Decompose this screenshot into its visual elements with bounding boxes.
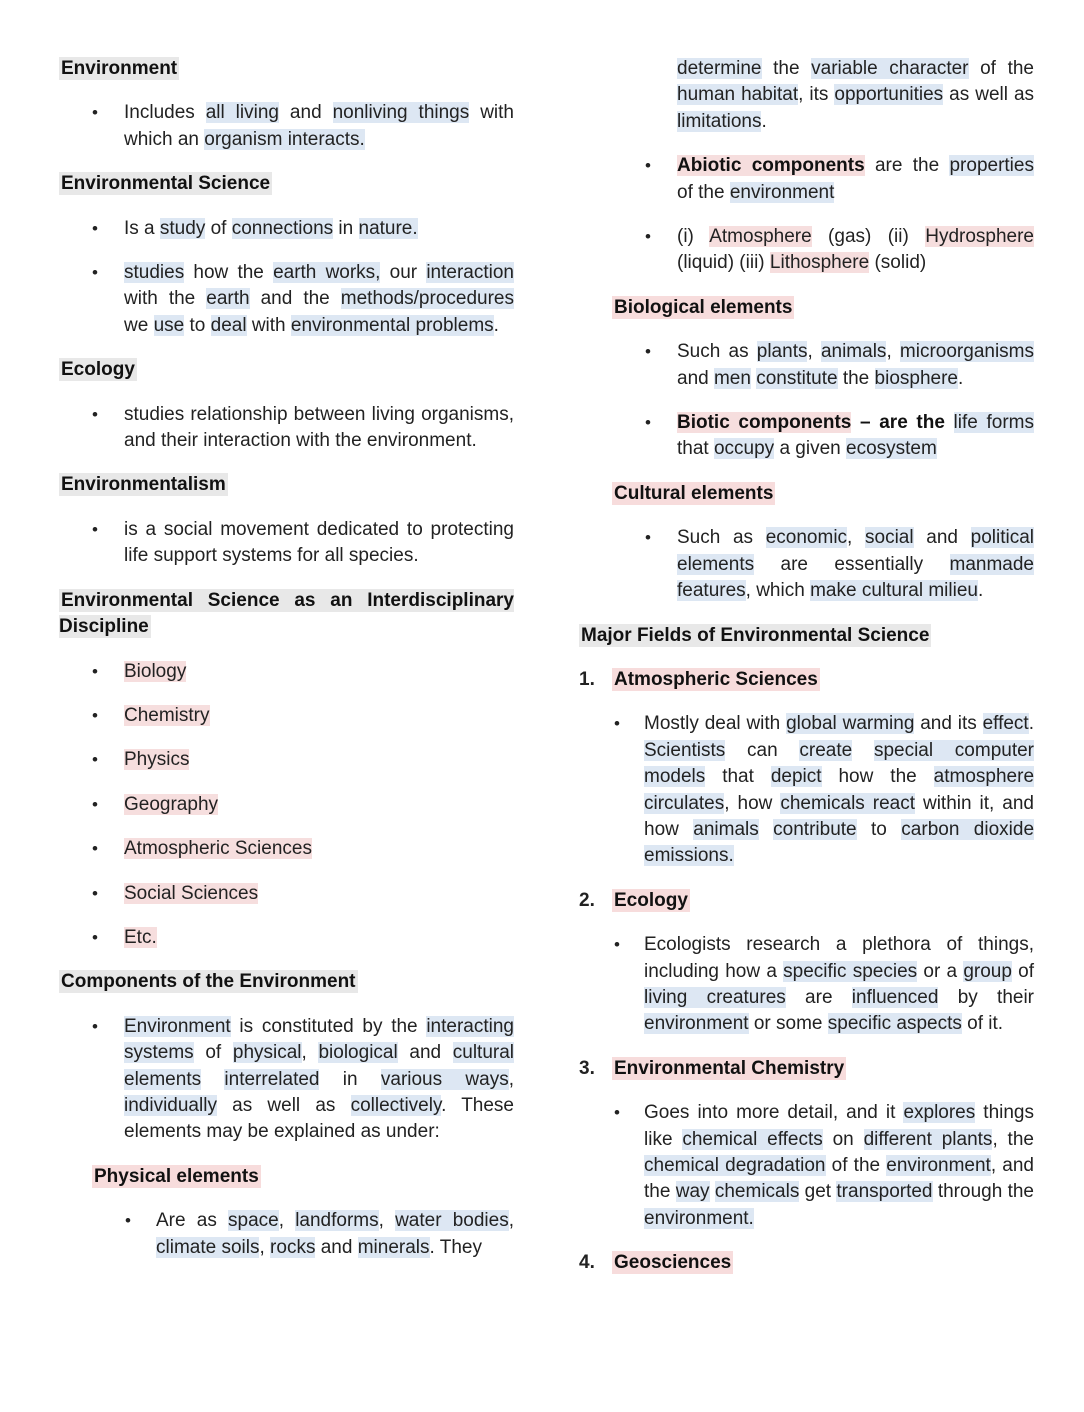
text-run: , (301, 1042, 319, 1064)
text-run: of the (968, 58, 1034, 79)
highlighted-term: nature. (358, 217, 418, 239)
text-run: . (958, 367, 964, 389)
text-run: things like (644, 1102, 1034, 1150)
text-run: and (397, 1042, 453, 1064)
text-run: how the (184, 262, 274, 284)
highlighted-term: human habitat (677, 84, 799, 106)
highlighted-term: Atmosphere (709, 226, 812, 248)
highlighted-term: depict (770, 766, 822, 788)
text-run: that (705, 766, 771, 788)
highlighted-term: Hydrosphere (925, 226, 1034, 248)
highlighted-term: physical (232, 1042, 302, 1064)
section-heading: Environmental Science as an Interdisciplinary Discipline (59, 589, 514, 638)
text-run (201, 1069, 224, 1090)
text-run: Such as (677, 527, 766, 549)
text-run: with (246, 314, 291, 336)
text-run: to (184, 314, 211, 336)
highlighted-term: limitations (677, 110, 762, 132)
field-title: Atmospheric Sciences (614, 668, 818, 690)
highlighted-term: different plants (863, 1128, 993, 1150)
highlighted-term: explores (903, 1102, 976, 1124)
field-heading (579, 667, 1034, 693)
highlighted-term: constitute (756, 367, 838, 389)
highlighted-term: global warming (786, 713, 915, 735)
major-fields-heading: Major Fields of Environmental Science (581, 624, 930, 646)
bullet-item (579, 711, 1034, 869)
text-run: (liquid) (iii) (677, 252, 770, 274)
text-run: , (807, 341, 821, 363)
field-heading (579, 1250, 1034, 1276)
text-run: Is a (124, 217, 160, 239)
text-run: to (856, 818, 902, 840)
highlighted-term: opportunities (834, 84, 944, 106)
highlighted-term: chemical degradation (644, 1155, 826, 1176)
text-run: , (378, 1210, 396, 1232)
text-run: of the (677, 181, 730, 203)
highlighted-term: determine (677, 58, 762, 79)
text-run: within it, and how (644, 792, 1034, 840)
text-run: and (913, 527, 971, 549)
text-run: Such as (677, 341, 757, 363)
text-run: (gas) (ii) (811, 226, 926, 248)
discipline-item (59, 792, 514, 818)
text-run: Goes into more detail, and it (644, 1102, 904, 1124)
text-run: . (493, 314, 499, 336)
discipline-label: Social Sciences (124, 882, 259, 904)
highlighted-term: effect (982, 713, 1029, 735)
highlighted-term: space (228, 1210, 279, 1232)
highlighted-term: methods/procedures (340, 288, 514, 310)
highlighted-term: properties (949, 155, 1034, 177)
field-number: 4. (579, 1252, 595, 1274)
text-run: and the (249, 288, 341, 310)
highlighted-term: contribute (773, 818, 857, 840)
section-heading: Environmental Science (61, 173, 271, 195)
text-run: , which (745, 580, 811, 602)
highlighted-term: use (153, 314, 185, 336)
text-run: with the (124, 288, 207, 310)
text-run: and (315, 1236, 358, 1258)
text-run: in (319, 1068, 381, 1090)
text-run: , and the (644, 1155, 1034, 1203)
text-run: as well as (216, 1094, 351, 1116)
highlighted-term: biological (318, 1042, 398, 1064)
text-run: and (278, 102, 333, 124)
text-run: . They (429, 1236, 482, 1258)
highlighted-term: men (713, 367, 751, 389)
field-number: 2. (579, 889, 595, 911)
highlighted-term: living creatures (644, 986, 786, 1008)
highlighted-term: chemicals (714, 1181, 800, 1203)
highlighted-term: environment (729, 181, 835, 203)
discipline-label: Geography (124, 793, 219, 815)
highlighted-term: carbon dioxide emissions. (644, 818, 1035, 867)
text-run: a given (774, 438, 847, 460)
section-heading: Environmentalism (61, 474, 226, 496)
text-run: , (259, 1236, 271, 1258)
text-run: are essentially (754, 553, 950, 575)
highlighted-term: connections (231, 217, 334, 239)
discipline-item (59, 881, 514, 907)
highlighted-term: create (799, 739, 853, 761)
bullet-item (579, 153, 1034, 206)
text-run: Are as (156, 1210, 229, 1232)
text-run: by their (938, 986, 1034, 1008)
section-interdisciplinary (59, 588, 514, 641)
highlighted-term: collectively (350, 1094, 442, 1116)
highlighted-term: minerals (357, 1236, 430, 1258)
highlighted-term: life forms (953, 412, 1034, 434)
highlighted-term: deal (210, 314, 247, 336)
text-run: , the (992, 1128, 1034, 1150)
highlighted-term: earth works, (273, 262, 381, 284)
text-run: as well as (943, 84, 1035, 106)
text-run: in (333, 217, 359, 239)
highlighted-term: environmental problems (290, 314, 494, 336)
text-run: the (837, 367, 875, 389)
section-environmentalism (59, 472, 514, 498)
highlighted-term: interrelated (224, 1068, 320, 1090)
highlighted-term: social (865, 527, 914, 549)
section-environmental-science (59, 171, 514, 197)
text-run: through the (932, 1181, 1034, 1203)
highlighted-term: occupy (713, 438, 775, 460)
text-run: with which an (124, 102, 514, 150)
highlighted-term: nonliving things (332, 102, 470, 124)
field-heading (579, 888, 1034, 914)
field-number: 1. (579, 668, 595, 690)
text-run: . (761, 110, 767, 132)
highlighted-term: studies (124, 262, 185, 284)
text-run: and its (914, 713, 983, 735)
discipline-item (59, 659, 514, 685)
highlighted-term: various ways (380, 1068, 509, 1090)
highlighted-term: landforms (295, 1210, 379, 1232)
highlighted-term: group (963, 960, 1012, 982)
field-heading (579, 1056, 1034, 1082)
highlighted-term: special computer models (644, 739, 1035, 788)
text-run: Mostly deal with (644, 713, 787, 735)
highlighted-term: cultural elements (124, 1042, 515, 1090)
bullet-item (579, 339, 1034, 392)
field-number: 3. (579, 1057, 595, 1079)
highlighted-term: earth (206, 288, 250, 310)
text-run: are (785, 986, 852, 1008)
field-title: Ecology (614, 889, 688, 911)
text-run: , how (724, 792, 781, 814)
discipline-list (59, 659, 514, 952)
text-run: , its (798, 84, 835, 106)
highlighted-term: variable character (811, 58, 969, 79)
highlighted-term: Abiotic components (677, 155, 865, 177)
text-run: (solid) (869, 252, 927, 274)
highlighted-term: animals (820, 341, 887, 363)
continued-text (579, 56, 1034, 135)
text-run: . These elements may be explained as under: (124, 1094, 514, 1143)
major-fields-list (579, 667, 1034, 1277)
text-run: or a (917, 960, 964, 982)
physical-elements-heading: Physical elements (94, 1165, 259, 1187)
highlighted-term: make cultural milieu (810, 580, 978, 602)
highlighted-term: interacting systems (124, 1015, 514, 1064)
section-heading: Ecology (61, 359, 135, 381)
highlighted-term: water bodies (395, 1210, 509, 1232)
bullet-item (59, 1014, 514, 1146)
discipline-item (59, 925, 514, 951)
bullet-item (59, 260, 514, 339)
text-run: . (1028, 713, 1034, 735)
bullet-item (579, 224, 1034, 277)
field-title: Geosciences (614, 1252, 732, 1274)
highlighted-term: manmade features (677, 553, 1034, 602)
highlighted-term: Biotic components (677, 412, 852, 434)
text-run: and (677, 367, 714, 389)
highlighted-term: Environment (124, 1015, 231, 1037)
highlighted-term: specific species (783, 960, 918, 982)
section-heading: Environment (61, 58, 178, 79)
highlighted-term: interaction (426, 262, 514, 284)
highlighted-term: microorganisms (899, 341, 1035, 363)
bullet-item: • studies relationship between living organisms, and their interaction with the environment. (59, 402, 514, 455)
highlighted-term: environment. (644, 1207, 754, 1229)
section-environment (59, 56, 514, 82)
bullet-item (59, 216, 514, 242)
text-run: get (799, 1181, 837, 1203)
highlighted-term: chemicals react (780, 792, 916, 814)
text-run: or some (748, 1013, 828, 1035)
text-run: , (847, 527, 865, 549)
discipline-label: Atmospheric Sciences (124, 838, 312, 860)
discipline-item (59, 703, 514, 729)
text-run: we (124, 314, 154, 336)
highlighted-term: biosphere (874, 367, 958, 389)
highlighted-term: Scientists (644, 739, 726, 761)
highlighted-term: rocks (270, 1236, 316, 1258)
text-run (852, 740, 874, 761)
text-run: , (278, 1210, 296, 1232)
text-run: , (508, 1068, 514, 1090)
bullet-item (59, 1208, 514, 1261)
text-run: how the (821, 766, 934, 788)
text-run: . (977, 580, 984, 602)
bullet-item (579, 410, 1034, 463)
bullet-item (579, 1100, 1034, 1232)
text-run: of the (825, 1155, 887, 1176)
text-run: , (886, 341, 900, 363)
highlighted-term: influenced (851, 986, 939, 1008)
highlighted-term: chemical effects (682, 1128, 823, 1150)
highlighted-term: study (159, 217, 206, 239)
left-column (59, 56, 514, 1279)
highlighted-term: Lithosphere (769, 252, 870, 274)
text-run: Ecologists research a plethora of things, including how a (644, 934, 1034, 982)
highlighted-term: specific aspects (827, 1013, 962, 1035)
text-run (759, 819, 773, 840)
bullet-item: • is a social movement dedicated to protecting life support systems for all species. (59, 517, 514, 570)
highlighted-term: environment (644, 1013, 749, 1035)
text-run: (i) (677, 226, 710, 248)
text-run: of (205, 217, 232, 239)
text-run: of (193, 1042, 233, 1064)
text-run: our (380, 262, 427, 284)
highlighted-term: all living (205, 102, 279, 124)
cultural-elements-heading: Cultural elements (614, 482, 774, 504)
biological-elements-heading: Biological elements (614, 296, 793, 318)
text-run: can (725, 739, 800, 761)
text-run: on (822, 1128, 864, 1150)
text-run: of it. (961, 1013, 1004, 1035)
section-components (59, 969, 514, 995)
right-column (579, 56, 1034, 1295)
discipline-item (59, 836, 514, 862)
discipline-label: Etc. (124, 926, 157, 948)
section-ecology (59, 357, 514, 383)
highlighted-term: climate soils (156, 1236, 260, 1258)
discipline-item (59, 747, 514, 773)
highlighted-term: way (675, 1181, 710, 1203)
highlighted-term: individually (124, 1094, 217, 1116)
text-run: the (761, 58, 812, 79)
section-heading: Components of the Environment (61, 971, 356, 993)
highlighted-term: plants (756, 341, 808, 363)
bullet-item (579, 932, 1034, 1038)
text-run: – are the (851, 412, 954, 434)
highlighted-term: organism interacts. (204, 128, 365, 150)
bullet-item (579, 525, 1034, 604)
highlighted-term: atmosphere circulates (644, 766, 1035, 814)
discipline-label: Physics (124, 749, 190, 771)
text-run: Includes (124, 102, 206, 124)
field-title: Environmental Chemistry (614, 1057, 845, 1079)
highlighted-term: transported (836, 1181, 933, 1203)
text-run: is constituted by the (230, 1015, 427, 1037)
highlighted-term: ecosystem (846, 438, 937, 460)
highlighted-term: environment (886, 1155, 991, 1176)
text-run: that (677, 438, 714, 460)
text-run: of (1011, 960, 1034, 982)
discipline-label: Chemistry (124, 704, 210, 726)
text-run: , (508, 1210, 514, 1232)
highlighted-term: animals (693, 818, 759, 840)
highlighted-term: economic (765, 527, 848, 549)
highlighted-term: political elements (677, 527, 1034, 575)
bullet-item (59, 100, 514, 153)
text-run: are the (864, 155, 950, 177)
discipline-label: Biology (124, 660, 187, 682)
